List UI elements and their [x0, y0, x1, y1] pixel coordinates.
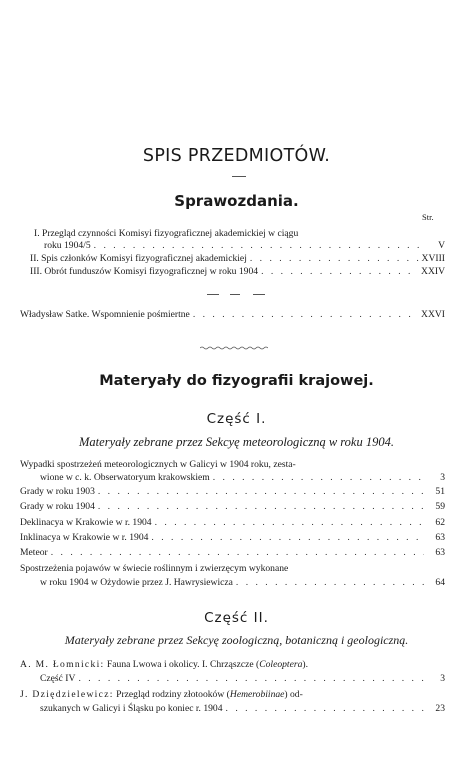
entry-title: Fauna Lwowa i okolicy. I. Chrząszcze (	[104, 659, 260, 670]
toc-page-number: 3	[440, 673, 445, 684]
dot-leader	[250, 253, 419, 264]
entry-title-end: ).	[302, 659, 308, 670]
toc-page-number: 63	[435, 532, 445, 543]
toc-entry-text: Grady w roku 1903	[20, 486, 95, 497]
section-heading-sprawozdania: Sprawozdania.	[174, 192, 299, 210]
toc-page-number: 51	[435, 486, 445, 497]
toc-entry	[20, 309, 445, 320]
toc-page-number: V	[438, 240, 445, 251]
toc-entry-text: Inklinacya w Krakowie w r. 1904	[20, 532, 149, 543]
author-name: J. Dziędzielewicz:	[20, 689, 114, 700]
dot-leader	[226, 703, 424, 714]
dot-leader	[236, 577, 424, 588]
toc-entry-text: Meteor	[20, 547, 48, 558]
toc-entry	[44, 240, 445, 251]
page-title: SPIS PRZEDMIOTÓW.	[142, 146, 331, 166]
page-column-label: Str.	[422, 212, 434, 222]
dot-leader	[51, 547, 424, 558]
section-divider	[253, 294, 265, 295]
title-divider	[232, 176, 246, 177]
dot-leader	[94, 240, 424, 251]
toc-page-number: 59	[435, 501, 445, 512]
toc-page-number: 62	[435, 517, 445, 528]
toc-page-number: XXIV	[421, 266, 445, 277]
dot-leader	[98, 486, 424, 497]
dot-leader	[78, 673, 424, 684]
toc-page-number: XXVI	[421, 309, 445, 320]
toc-page-number: 64	[435, 577, 445, 588]
toc-entry	[30, 266, 445, 277]
dot-leader	[213, 472, 424, 483]
entry-title-end: ) od-	[284, 689, 303, 700]
toc-entry-text: III. Obrót funduszów Komisyi fizyograficznej w roku 1904	[30, 266, 259, 277]
toc-entry	[30, 253, 445, 264]
toc-entry-line: Spostrzeżenia pojawów w świecie roślinnym i zwierzęcym wykonane	[20, 563, 289, 574]
dot-leader	[155, 517, 424, 528]
section-divider	[230, 294, 240, 295]
dot-leader	[151, 532, 424, 543]
toc-entry-line: Wypadki spostrzeżeń meteorologicznych w Galicyi w 1904 roku, zesta-	[20, 459, 296, 470]
toc-entry	[20, 547, 445, 558]
toc-entry	[20, 501, 445, 512]
toc-entry	[20, 517, 445, 528]
section-divider	[207, 294, 219, 295]
toc-entry	[40, 577, 445, 588]
toc-entry-text: wione w c. k. Obserwatoryum krakowskiem	[40, 472, 210, 483]
dot-leader	[261, 266, 418, 277]
latin-name: Hemerobiinae	[229, 689, 285, 700]
toc-entry	[40, 703, 445, 714]
toc-entry	[20, 532, 445, 543]
latin-name: Coleoptera	[259, 659, 303, 670]
toc-entry-text: szukanych w Galicyi i Śląsku po koniec r. 1904	[40, 703, 223, 714]
toc-entry-text: II. Spis członków Komisyi fizyograficznej akademickiej	[30, 253, 247, 264]
toc-entry-line	[20, 659, 445, 670]
toc-entry-text: roku 1904/5	[44, 240, 91, 251]
dot-leader	[98, 501, 424, 512]
toc-entry-text: Deklinacya w Krakowie w r. 1904	[20, 517, 152, 528]
part-subtitle: Materyały zebrane przez Sekcyę zoologiczną, botaniczną i geologiczną.	[64, 633, 409, 647]
toc-entry-text: Grady w roku 1904	[20, 501, 95, 512]
toc-entry	[40, 673, 445, 684]
part-heading: Część II.	[204, 610, 269, 626]
ornamental-divider	[200, 346, 268, 350]
toc-page-number: 63	[435, 547, 445, 558]
toc-entry	[20, 486, 445, 497]
author-name: A. M. Łomnicki:	[20, 659, 105, 670]
part-subtitle: Materyały zebrane przez Sekcyę meteorologiczną w roku 1904.	[79, 435, 394, 449]
toc-entry-text: w roku 1904 w Ożydowie przez J. Hawrysiewicza	[40, 577, 233, 588]
toc-page-number: 23	[435, 703, 445, 714]
section-heading-materyaly: Materyały do fizyografii krajowej.	[99, 373, 374, 389]
toc-entry	[40, 472, 445, 483]
toc-entry-line: I. Przegląd czynności Komisyi fizyograficznej akademickiej w ciągu	[34, 228, 299, 239]
toc-entry-text: Władysław Satke. Wspomnienie pośmiertne	[20, 309, 190, 320]
toc-page-number: 3	[440, 472, 445, 483]
entry-title: Przegląd rodziny złotooków (	[113, 689, 230, 700]
toc-page-number: XVIII	[421, 253, 445, 264]
dot-leader	[193, 309, 418, 320]
toc-entry-text: Część IV	[40, 673, 76, 684]
toc-entry-line	[20, 689, 445, 700]
part-heading: Część I.	[206, 411, 267, 427]
